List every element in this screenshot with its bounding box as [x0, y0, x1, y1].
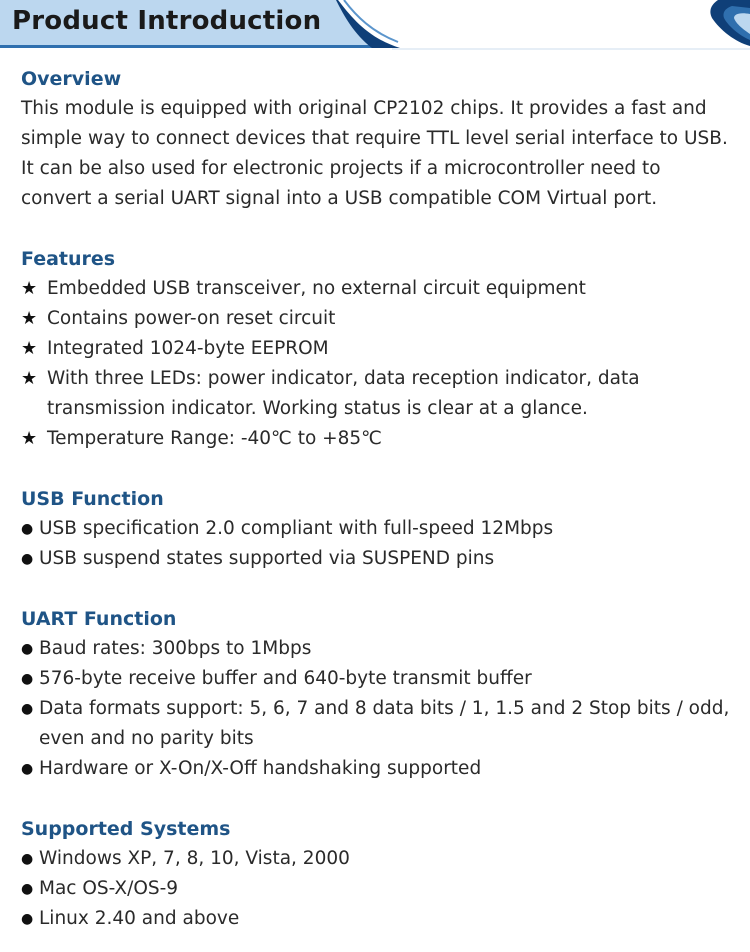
list-item: [21, 514, 736, 544]
page-title: Product Introduction: [12, 6, 322, 36]
star-bullet-icon: ★: [21, 278, 38, 299]
list-item-text: Hardware or X-On/X-Off handshaking supported: [39, 758, 482, 779]
features-list: [21, 274, 736, 454]
list-item-text: Baud rates: 300bps to 1Mbps: [39, 638, 312, 659]
dot-bullet-icon: ●: [21, 551, 34, 567]
list-item-text: Temperature Range: -40℃ to +85℃: [47, 428, 382, 449]
section-title-usb-function: USB Function: [21, 488, 164, 510]
usb-function-list: [21, 514, 736, 574]
star-bullet-icon: ★: [21, 308, 38, 329]
star-bullet-icon: ★: [21, 338, 38, 359]
section-title-features: Features: [21, 248, 116, 270]
supported-systems-list: [21, 844, 736, 934]
star-bullet-icon: ★: [21, 428, 38, 449]
content-area: [21, 64, 736, 934]
list-item-text: 576-byte receive buffer and 640-byte transmit buffer: [39, 668, 532, 689]
list-item: [21, 904, 736, 934]
list-item: [21, 364, 736, 424]
list-item-text: USB specification 2.0 compliant with full-speed 12Mbps: [39, 518, 554, 539]
list-item: [21, 424, 736, 454]
overview-text: This module is equipped with original CP2102 chips. It provides a fast and simple way to connect devices that require TTL level serial interface to USB. It can be also used for electronic projects if a microcontroller need to convert a serial UART signal into a USB compatible COM Virtual port.: [21, 98, 728, 209]
section-title-uart-function: UART Function: [21, 608, 177, 630]
list-item: [21, 274, 736, 304]
list-item: [21, 694, 736, 754]
section-title-supported-systems: Supported Systems: [21, 818, 231, 840]
list-item-text: Windows XP, 7, 8, 10, Vista, 2000: [39, 848, 350, 869]
list-item-text: Linux 2.40 and above: [39, 908, 240, 929]
list-item: [21, 544, 736, 574]
dot-bullet-icon: ●: [21, 851, 34, 867]
list-item-text: USB suspend states supported via SUSPEND pins: [39, 548, 495, 569]
section-title-overview: Overview: [21, 68, 122, 90]
uart-function-list: [21, 634, 736, 784]
list-item-text: Integrated 1024-byte EEPROM: [47, 338, 329, 359]
dot-bullet-icon: ●: [21, 641, 34, 657]
list-item: [21, 874, 736, 904]
dot-bullet-icon: ●: [21, 761, 34, 777]
list-item: [21, 634, 736, 664]
header-banner: [0, 0, 750, 50]
star-bullet-icon: ★: [21, 368, 38, 389]
list-item: [21, 754, 736, 784]
list-item-text: Mac OS-X/OS-9: [39, 878, 179, 899]
dot-bullet-icon: ●: [21, 911, 34, 927]
list-item: [21, 844, 736, 874]
dot-bullet-icon: ●: [21, 881, 34, 897]
dot-bullet-icon: ●: [21, 521, 34, 537]
dot-bullet-icon: ●: [21, 701, 34, 717]
list-item-text: With three LEDs: power indicator, data reception indicator, data transmission indicator. Working status is clear at a glance.: [47, 368, 640, 419]
list-item: [21, 664, 736, 694]
list-item-text: Data formats support: 5, 6, 7 and 8 data bits / 1, 1.5 and 2 Stop bits / odd, even and no parity bits: [39, 698, 730, 749]
list-item: [21, 334, 736, 364]
dot-bullet-icon: ●: [21, 671, 34, 687]
list-item: [21, 304, 736, 334]
list-item-text: Contains power-on reset circuit: [47, 308, 336, 329]
list-item-text: Embedded USB transceiver, no external circuit equipment: [47, 278, 586, 299]
